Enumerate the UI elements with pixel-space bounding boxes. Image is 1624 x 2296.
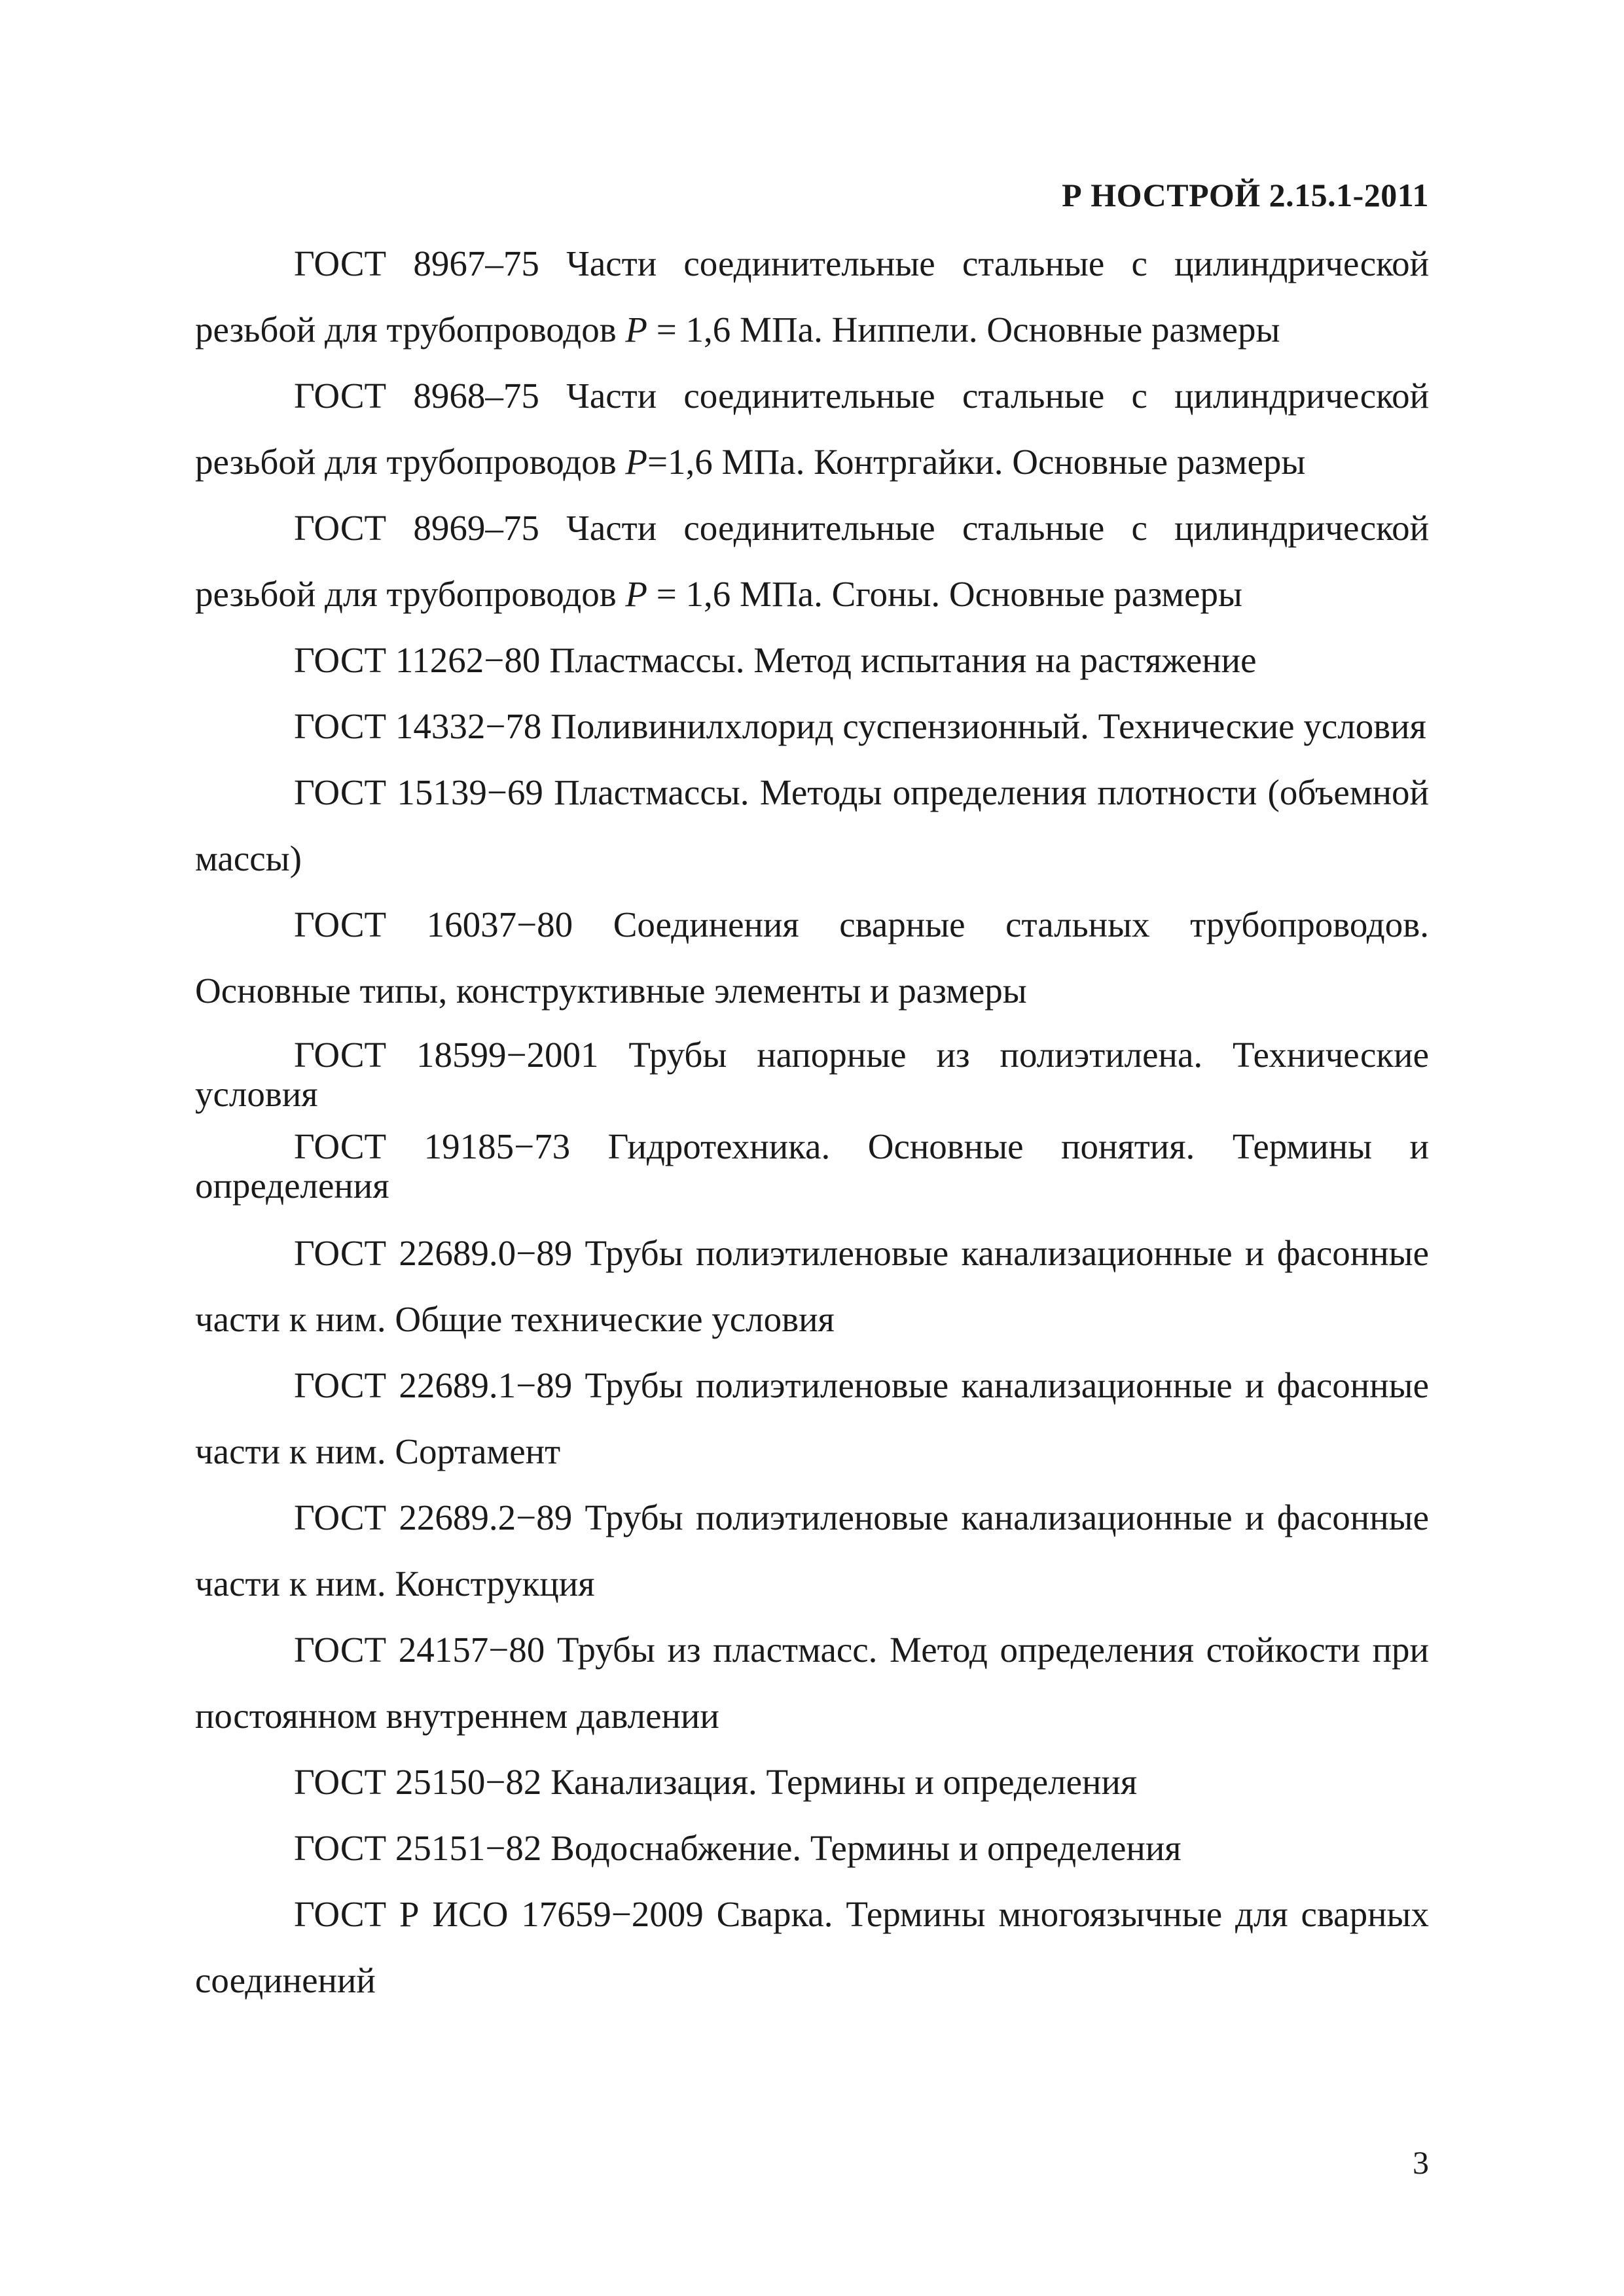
reference-gost-25151: ГОСТ 25151−82 Водоснабжение. Термины и определения [294,1828,1182,1868]
reference-gost-15139: ГОСТ 15139−69 Пластмассы. Методы определения плотности (объемной массы) [195,772,1429,878]
reference-gost-24157: ГОСТ 24157−80 Трубы из пластмасс. Метод определения стойкости при постоянном внутреннем давлении [195,1630,1429,1736]
reference-gost-19185: ГОСТ 19185−73 Гидротехника. Основные понятия. Термины и определения [195,1126,1429,1206]
reference-gost-25150: ГОСТ 25150−82 Канализация. Термины и определения [294,1762,1138,1802]
reference-gost-22689-0: ГОСТ 22689.0−89 Трубы полиэтиленовые канализационные и фасонные части к ним. Общие технические условия [195,1233,1429,1339]
reference-gost-11262: ГОСТ 11262−80 Пластмассы. Метод испытания на растяжение [294,640,1257,680]
reference-gost-18599: ГОСТ 18599−2001 Трубы напорные из полиэтилена. Технические условия [195,1035,1429,1114]
page-number: 3 [1413,2144,1429,2181]
reference-gost-14332: ГОСТ 14332−78 Поливинилхлорид суспензионный. Технические условия [294,706,1426,746]
reference-gost-8967: ГОСТ 8967–75 Части соединительные стальные с цилиндрической резьбой для трубопроводов P = 1,6 МПа. Ниппели. Основные размеры [195,243,1429,350]
document-code-header: Р НОСТРОЙ 2.15.1-2011 [1062,177,1429,213]
reference-gost-16037: ГОСТ 16037−80 Соединения сварные стальных трубопроводов. Основные типы, конструктивные элементы и размеры [195,905,1429,1011]
reference-gost-8968: ГОСТ 8968–75 Части соединительные стальные с цилиндрической резьбой для трубопроводов P=1,6 МПа. Контргайки. Основные размеры [195,376,1429,482]
reference-gost-22689-1: ГОСТ 22689.1−89 Трубы полиэтиленовые канализационные и фасонные части к ним. Сортамент [195,1365,1429,1471]
normative-references-list [195,230,1429,2013]
reference-gost-8969: ГОСТ 8969–75 Части соединительные стальные с цилиндрической резьбой для трубопроводов P = 1,6 МПа. Сгоны. Основные размеры [195,508,1429,614]
reference-gost-r-iso-17659: ГОСТ Р ИСО 17659−2009 Сварка. Термины многоязычные для сварных соединений [195,1894,1429,2000]
reference-gost-22689-2: ГОСТ 22689.2−89 Трубы полиэтиленовые канализационные и фасонные части к ним. Конструкция [195,1498,1429,1604]
